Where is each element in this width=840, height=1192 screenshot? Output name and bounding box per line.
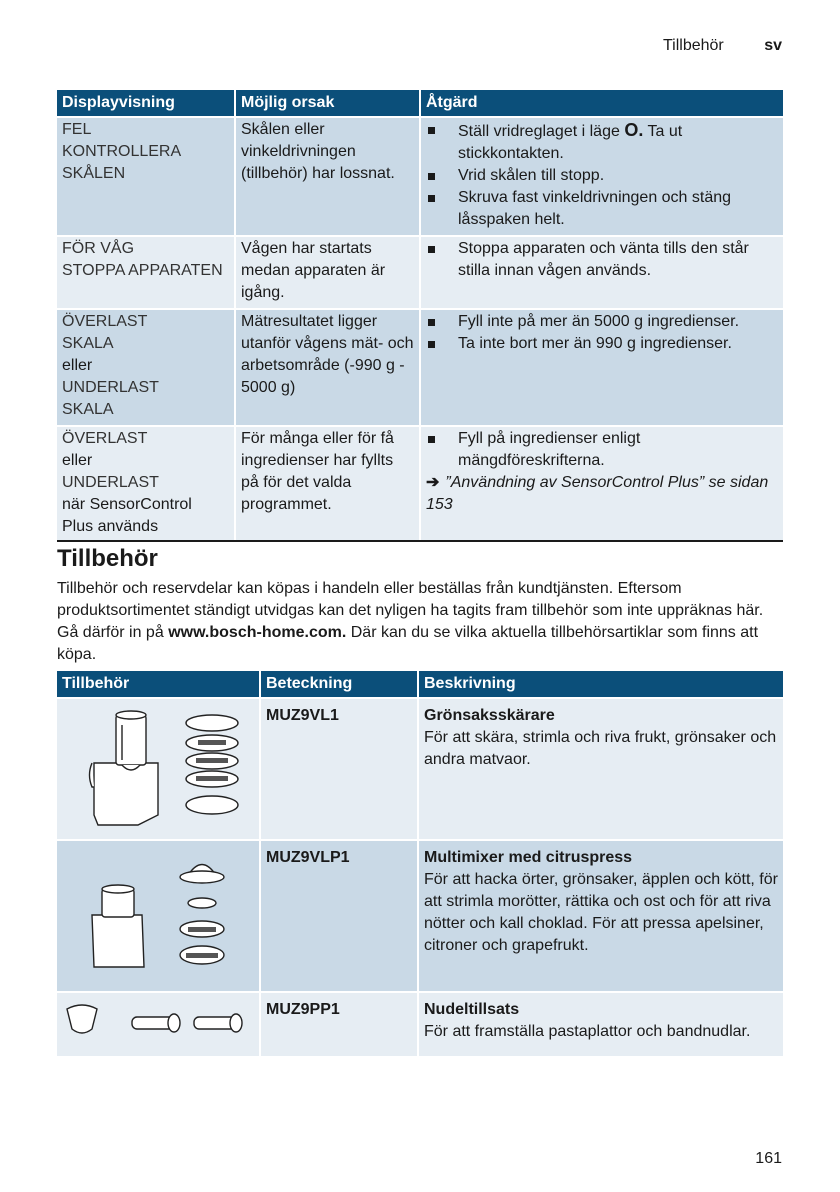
accessories-table xyxy=(57,671,783,1056)
cause-cell: Skålen eller vinkeldrivningen (tillbehör) har lossnat. xyxy=(235,117,420,236)
product-code: MUZ9VLP1 xyxy=(260,840,418,992)
col-header-description: Beskrivning xyxy=(418,671,783,698)
col-header-action: Åtgärd xyxy=(420,90,783,117)
arrow-right-icon: ➔ xyxy=(426,474,440,491)
display-cell: FEL KONTROLLERA SKÅLEN xyxy=(57,117,235,236)
section-divider xyxy=(57,540,783,542)
cause-cell: För många eller för få ingredienser har fyllts på för det valda programmet. xyxy=(235,426,420,542)
display-cell: FÖR VÅG STOPPA APPARATEN xyxy=(57,236,235,309)
list-item: Ställ vridreglaget i läge O. Ta ut stickkontakten. xyxy=(426,119,778,165)
page-header xyxy=(663,37,782,55)
intro-paragraph: Tillbehör och reservdelar kan köpas i handeln eller beställas från kundtjänsten. Eftersom produktsortimentet ständigt utvidgas kan det nyligen ha tagits fram tillbehör som inte uppräknas här. Gå därför in på www.bosch-home.com. Där kan du se vilka aktuella tillbehörsartiklar som finns att köpa. xyxy=(57,580,764,663)
action-cell xyxy=(420,426,783,542)
action-cell xyxy=(420,236,783,309)
product-code: MUZ9VL1 xyxy=(260,698,418,840)
description-cell xyxy=(418,840,783,992)
col-header-accessory: Tillbehör xyxy=(57,671,260,698)
table-row xyxy=(57,117,783,236)
description-cell xyxy=(418,992,783,1056)
section-name: Tillbehör xyxy=(662,37,724,54)
col-header-code: Beteckning xyxy=(260,671,418,698)
list-item: Fyll inte på mer än 5000 g ingredienser. xyxy=(426,311,778,333)
description-cell xyxy=(418,698,783,840)
table-row xyxy=(57,236,783,309)
troubleshooting-table xyxy=(57,90,783,542)
list-item: Vrid skålen till stopp. xyxy=(426,165,778,187)
accessory-image-cell xyxy=(57,698,260,840)
table-row xyxy=(57,426,783,542)
action-cell xyxy=(420,309,783,426)
multimixer-image xyxy=(62,847,252,987)
cause-cell: Vågen har startats medan apparaten är igång. xyxy=(235,236,420,309)
table-row xyxy=(57,309,783,426)
table-row xyxy=(57,992,783,1056)
table-row xyxy=(57,698,783,840)
list-item: Ta inte bort mer än 990 g ingredienser. xyxy=(426,333,778,355)
display-cell: ÖVERLAST eller UNDERLAST när SensorControl Plus används xyxy=(57,426,235,542)
page-number: 161 xyxy=(755,1150,782,1167)
page-reference[interactable]: ➔ ”Användning av SensorControl Plus” se sidan 153 xyxy=(426,474,769,513)
product-title: Nudeltillsats xyxy=(424,1001,520,1018)
product-description: För att framställa pastaplattor och bandnudlar. xyxy=(424,1023,751,1040)
product-description: För att skära, strimla och riva frukt, grönsaker och andra matvaor. xyxy=(424,729,777,768)
col-header-display: Displayvisning xyxy=(57,90,235,117)
table-row xyxy=(57,840,783,992)
accessory-image-cell xyxy=(57,840,260,992)
list-item: Skruva fast vinkeldrivningen och stäng låsspaken helt. xyxy=(426,187,778,231)
action-cell xyxy=(420,117,783,236)
website-link[interactable]: www.bosch-home.com. xyxy=(168,624,347,641)
vegetable-cutter-image xyxy=(62,705,252,835)
off-position-icon: O. xyxy=(624,120,644,140)
product-title: Grönsaksskärare xyxy=(424,707,555,724)
list-item: Stoppa apparaten och vänta tills den står stilla innan vågen används. xyxy=(426,238,778,282)
accessory-image-cell xyxy=(57,992,260,1056)
list-item: Fyll på ingredienser enligt mängdföreskrifterna. xyxy=(426,428,778,472)
col-header-cause: Möjlig orsak xyxy=(235,90,420,117)
product-description: För att hacka örter, grönsaker, äpplen och kött, för att strimla morötter, rättika och ost och för att riva nötter och kall choklad. För att pressa apelsiner, citroner och grapefrukt. xyxy=(424,871,778,954)
display-cell: ÖVERLAST SKALA eller UNDERLAST SKALA xyxy=(57,309,235,426)
product-code: MUZ9PP1 xyxy=(260,992,418,1056)
language-code: sv xyxy=(764,37,782,54)
cause-cell: Mätresultatet ligger utanför vågens mät- och arbetsområde (-990 g - 5000 g) xyxy=(235,309,420,426)
product-title: Multimixer med citruspress xyxy=(424,849,633,866)
pasta-attachment-image xyxy=(62,999,252,1049)
section-title: Tillbehör xyxy=(57,545,158,572)
